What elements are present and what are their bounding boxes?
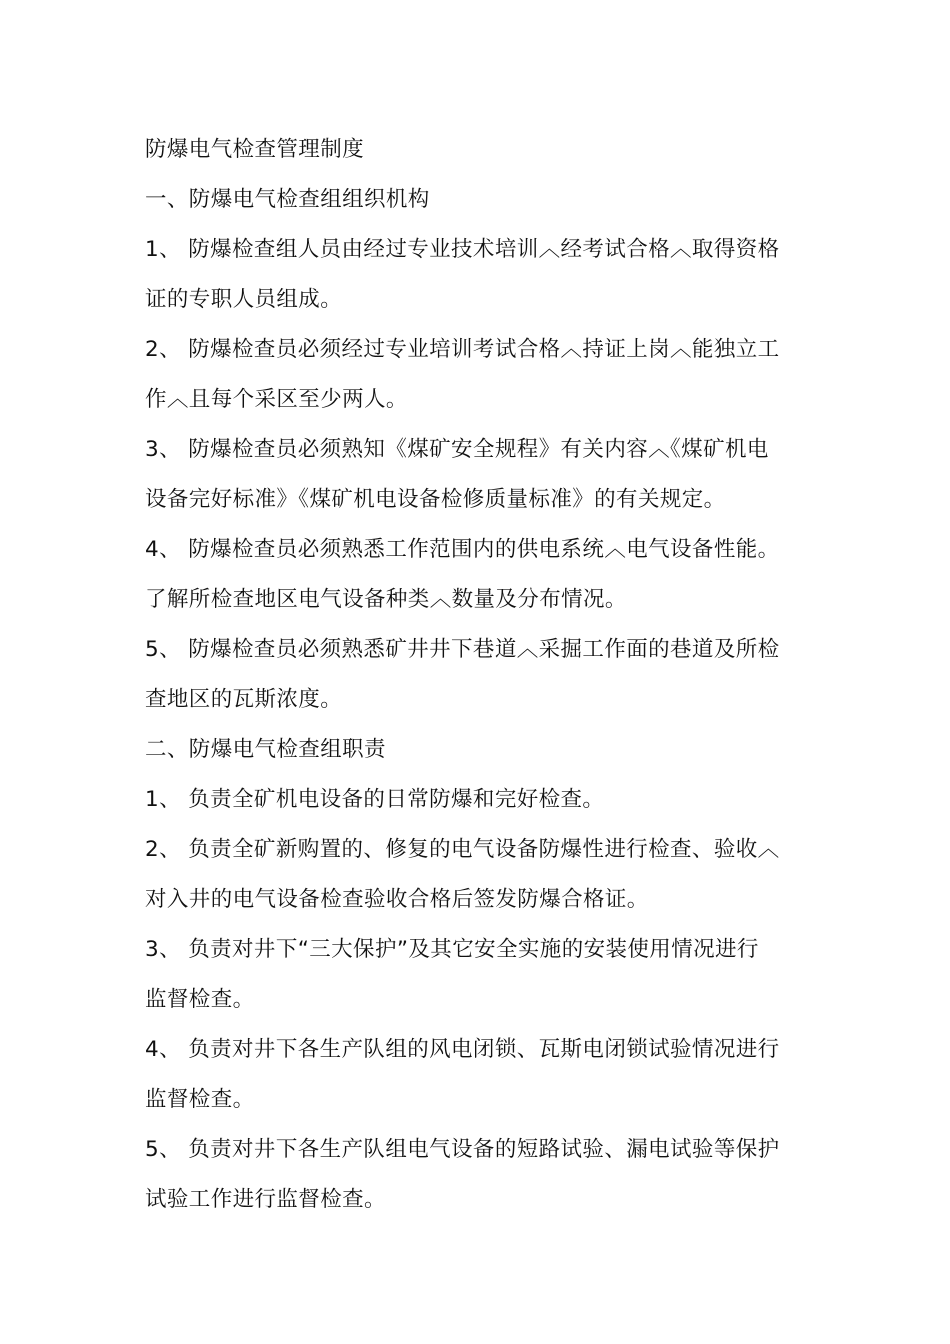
paragraph-line: 1、 防爆检查组人员由经过专业技术培训︿经考试合格︿取得资格 xyxy=(145,237,780,262)
list-item xyxy=(145,775,810,825)
paragraph-line: 对入井的电气设备检查验收合格后签发防爆合格证。 xyxy=(145,887,649,912)
list-item xyxy=(145,925,810,1025)
paragraph-line: 监督检查。 xyxy=(145,1087,255,1112)
list-item xyxy=(145,625,810,725)
paragraph-line: 4、 负责对井下各生产队组的风电闭锁、瓦斯电闭锁试验情况进行 xyxy=(145,1037,780,1062)
list-item xyxy=(145,825,810,925)
paragraph-line: 2、 负责全矿新购置的、修复的电气设备防爆性进行检查、验收︿ xyxy=(145,837,780,862)
list-item xyxy=(145,425,810,525)
paragraph-line: 了解所检查地区电气设备种类︿数量及分布情况。 xyxy=(145,587,627,612)
document-content xyxy=(145,125,810,1225)
section-heading: 一、防爆电气检查组组织机构 xyxy=(145,187,430,212)
paragraph-line: 4、 防爆检查员必须熟悉工作范围内的供电系统︿电气设备性能。 xyxy=(145,537,780,562)
list-item xyxy=(145,525,810,625)
paragraph-line: 设备完好标准》《煤矿机电设备检修质量标准》的有关规定。 xyxy=(145,487,726,512)
paragraph-line: 证的专职人员组成。 xyxy=(145,287,343,312)
paragraph-line: 2、 防爆检查员必须经过专业培训考试合格︿持证上岗︿能独立工 xyxy=(145,337,780,362)
paragraph-line: 试验工作进行监督检查。 xyxy=(145,1187,386,1212)
paragraph-line: 查地区的瓦斯浓度。 xyxy=(145,687,343,712)
paragraph-line: 监督检查。 xyxy=(145,987,255,1012)
section-heading: 二、防爆电气检查组职责 xyxy=(145,737,386,762)
list-item xyxy=(145,225,810,325)
paragraph-line: 作︿且每个采区至少两人。 xyxy=(145,387,408,412)
list-item xyxy=(145,1125,810,1225)
paragraph-line: 3、 负责对井下“三大保护”及其它安全实施的安装使用情况进行 xyxy=(145,937,759,962)
paragraph-line: 1、 负责全矿机电设备的日常防爆和完好检查。 xyxy=(145,787,605,812)
paragraph-line: 5、 防爆检查员必须熟悉矿井井下巷道︿采掘工作面的巷道及所检 xyxy=(145,637,780,662)
document-title: 防爆电气检查管理制度 xyxy=(145,137,365,162)
list-item xyxy=(145,325,810,425)
paragraph-line: 5、 负责对井下各生产队组电气设备的短路试验、漏电试验等保护 xyxy=(145,1137,780,1162)
list-item xyxy=(145,1025,810,1125)
paragraph-line: 3、 防爆检查员必须熟知《煤矿安全规程》有关内容︿《煤矿机电 xyxy=(145,437,769,462)
